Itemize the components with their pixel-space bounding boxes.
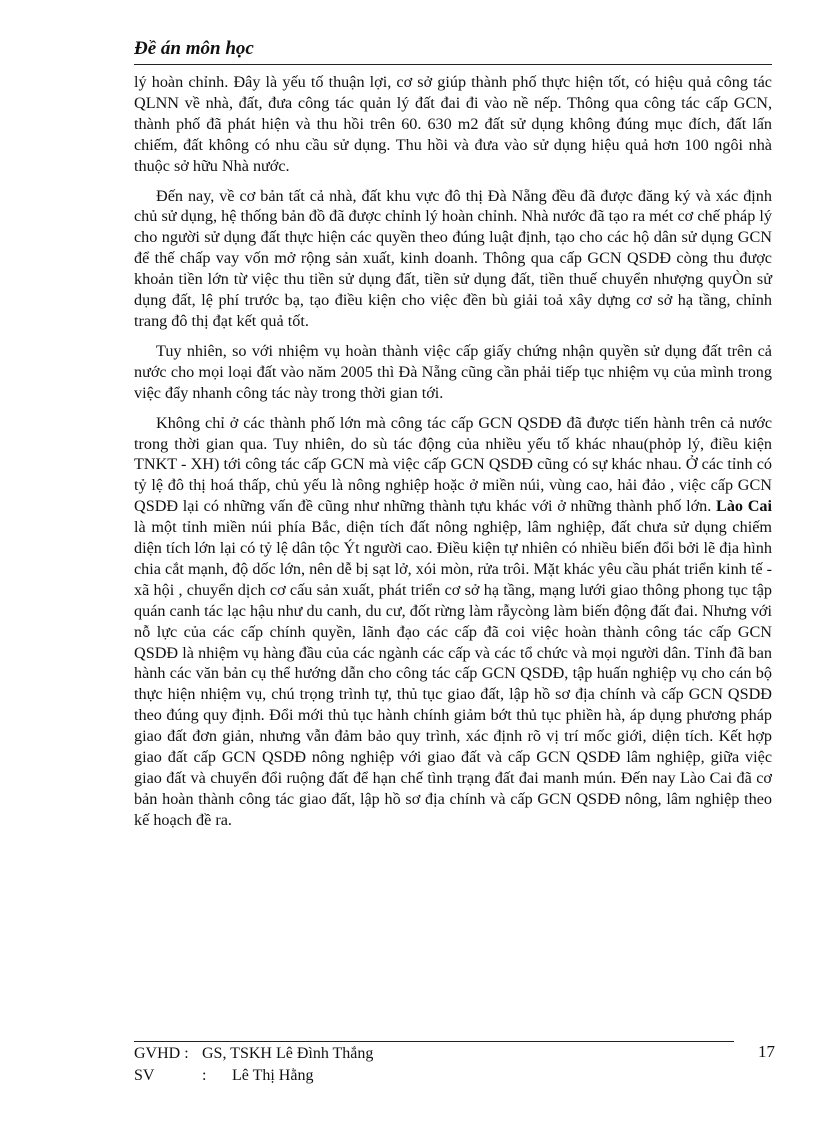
page-number: 17 — [758, 1042, 775, 1061]
supervisor-label: GVHD : — [134, 1045, 189, 1062]
supervisor-name: GS, TSKH Lê Đình Thắng — [202, 1045, 374, 1062]
paragraph-3: Tuy nhiên, so với nhiệm vụ hoàn thành việc cấp giấy chứng nhận quyền sử dụng đất trên cả nước cho mọi loại đất vào năm 2005 thì Đà Nẵng cũng cần phải tiếp tục nhiệm vụ của mình trong việc đẩy nhanh công tác này trong thời gian tới. — [134, 341, 772, 402]
paragraph-1: lý hoàn chỉnh. Đây là yếu tố thuận lợi, cơ sở giúp thành phố thực hiện tốt, có hiệu quả công tác QLNN về nhà, đất, đưa công tác quản lý đất đai đi vào nề nếp. Thông qua công tác cấp GCN, thành phố đã phát hiện và thu hồi trên 60. 630 m2 đất sử dụng không đúng mục đích, đất lấn chiếm, đất không có nhu cầu sử dụng. Thu hồi và đưa vào sử dụng hiệu quả hơn 100 ngôi nhà thuộc sở hữu Nhà nước. — [134, 73, 772, 175]
document-body — [134, 72, 772, 840]
paragraph-4 — [134, 413, 772, 831]
paragraph-4-part-1: Không chỉ ở các thành phố lớn mà công tác cấp GCN QSDĐ đã được tiến hành trên cả nước trong thời gian qua. Tuy nhiên, do sù tác động của nhiều yếu tố khác nhau(phỏp lý, điều kiện TNKT - XH) tới công tác cấp GCN mà việc cấp GCN QSDĐ cũng có sự khác nhau. Ở các tỉnh có tỷ lệ đô thị hoá thấp, chủ yếu là nông nghiệp hoặc ở miền núi, vùng cao, hải đảo , việc cấp GCN QSDĐ lại có những vấn đề cũng như những thành tựu khác với ở những thành phố lớn. — [134, 413, 772, 516]
paragraph-4-bold-place: Lào Cai — [716, 497, 772, 516]
page-footer — [134, 1043, 373, 1087]
student-separator: : — [202, 1067, 207, 1084]
paragraph-4-part-2: là một tỉnh miền núi phía Bắc, diện tích đất nông nghiệp, lâm nghiệp, đất chưa sử dụng chiếm diện tích lớn lại có tỷ lệ dân tộc Ýt người cao. Điều kiện tự nhiên có nhiều biến đổi bởi lẽ địa hình chia cắt mạnh, độ dốc lớn, nên dễ bị sạt lở, xói mòn, rửa trôi. Mặt khác yêu cầu phát triển kinh tế - xã hội , chuyển dịch cơ cấu sản xuất, phát triển cơ sở hạ tầng, mạng lưới giao thông phong tục tập quán canh tác lạc hậu như du canh, du cư, đốt rừng làm rẫycòng làm biến động đất đai. Nhưng với nỗ lực của các cấp chính quyền, lãnh đạo các cấp đã coi việc hoàn thành công tác cấp GCN QSDĐ là nhiệm vụ hàng đầu của các ngành các cấp và các tổ chức và mọi người dân. Tỉnh đã ban hành các văn bản cụ thể hướng dẫn cho công tác cấp GCN QSDĐ, tập huấn nghiệp vụ cho cán bộ thực hiện nhiệm vụ, chú trọng trình tự, thủ tục giao đất, lập hồ sơ địa chính và cấp GCN QSDĐ theo đúng quy định. Đổi mới thủ tục hành chính giảm bớt thủ tục phiền hà, áp dụng phương pháp giao đất đơn giản, nhưng vẫn đảm bảo quy trình, xác định rõ vị trí mốc giới, diện tích. Kết hợp giao đất cấp GCN QSDĐ nông nghiệp với giao đất và cấp GCN QSDĐ lâm nghiệp, giữa việc giao đất và chuyển đổi ruộng đất để hạn chế tình trạng đất đai manh mún. Đến nay Lào Cai đã cơ bản hoàn thành công tác giao đất, lập hồ sơ địa chính và cấp GCN QSDĐ nông, lâm nghiệp theo kế hoạch đề ra. — [134, 518, 772, 829]
footer-divider — [134, 1041, 734, 1042]
page-header-title: Đề án môn học — [134, 38, 254, 59]
supervisor-row — [134, 1043, 373, 1065]
paragraph-2: Đến nay, về cơ bản tất cả nhà, đất khu vực đô thị Đà Nẵng đều đã được đăng ký và xác định chủ sử dụng, hệ thống bản đồ đã được chỉnh lý hoàn chỉnh. Nhà nước đã tạo ra mét cơ chế pháp lý cho người sử dụng đất thực hiện các quyền theo đúng luật định, tạo cho các hộ dân sử dụng GCN để thế chấp vay vốn mở rộng sản xuất, kinh doanh. Thông qua cấp GCN QSDĐ còng thu được khoản tiền lớn từ việc thu tiền sử dụng đất, tiền sử dụng đất, tiền thuế chuyển nhượng quyÒn sử dụng đất, lệ phí trước bạ, tạo điều kiện cho việc đền bù giải toả xây dựng cơ sở hạ tầng, chỉnh trang đô thị đạt kết quả tốt. — [134, 186, 772, 330]
header-divider — [134, 64, 772, 65]
student-name: Lê Thị Hằng — [232, 1067, 314, 1084]
student-row — [134, 1065, 373, 1087]
student-label: SV — [134, 1067, 155, 1084]
